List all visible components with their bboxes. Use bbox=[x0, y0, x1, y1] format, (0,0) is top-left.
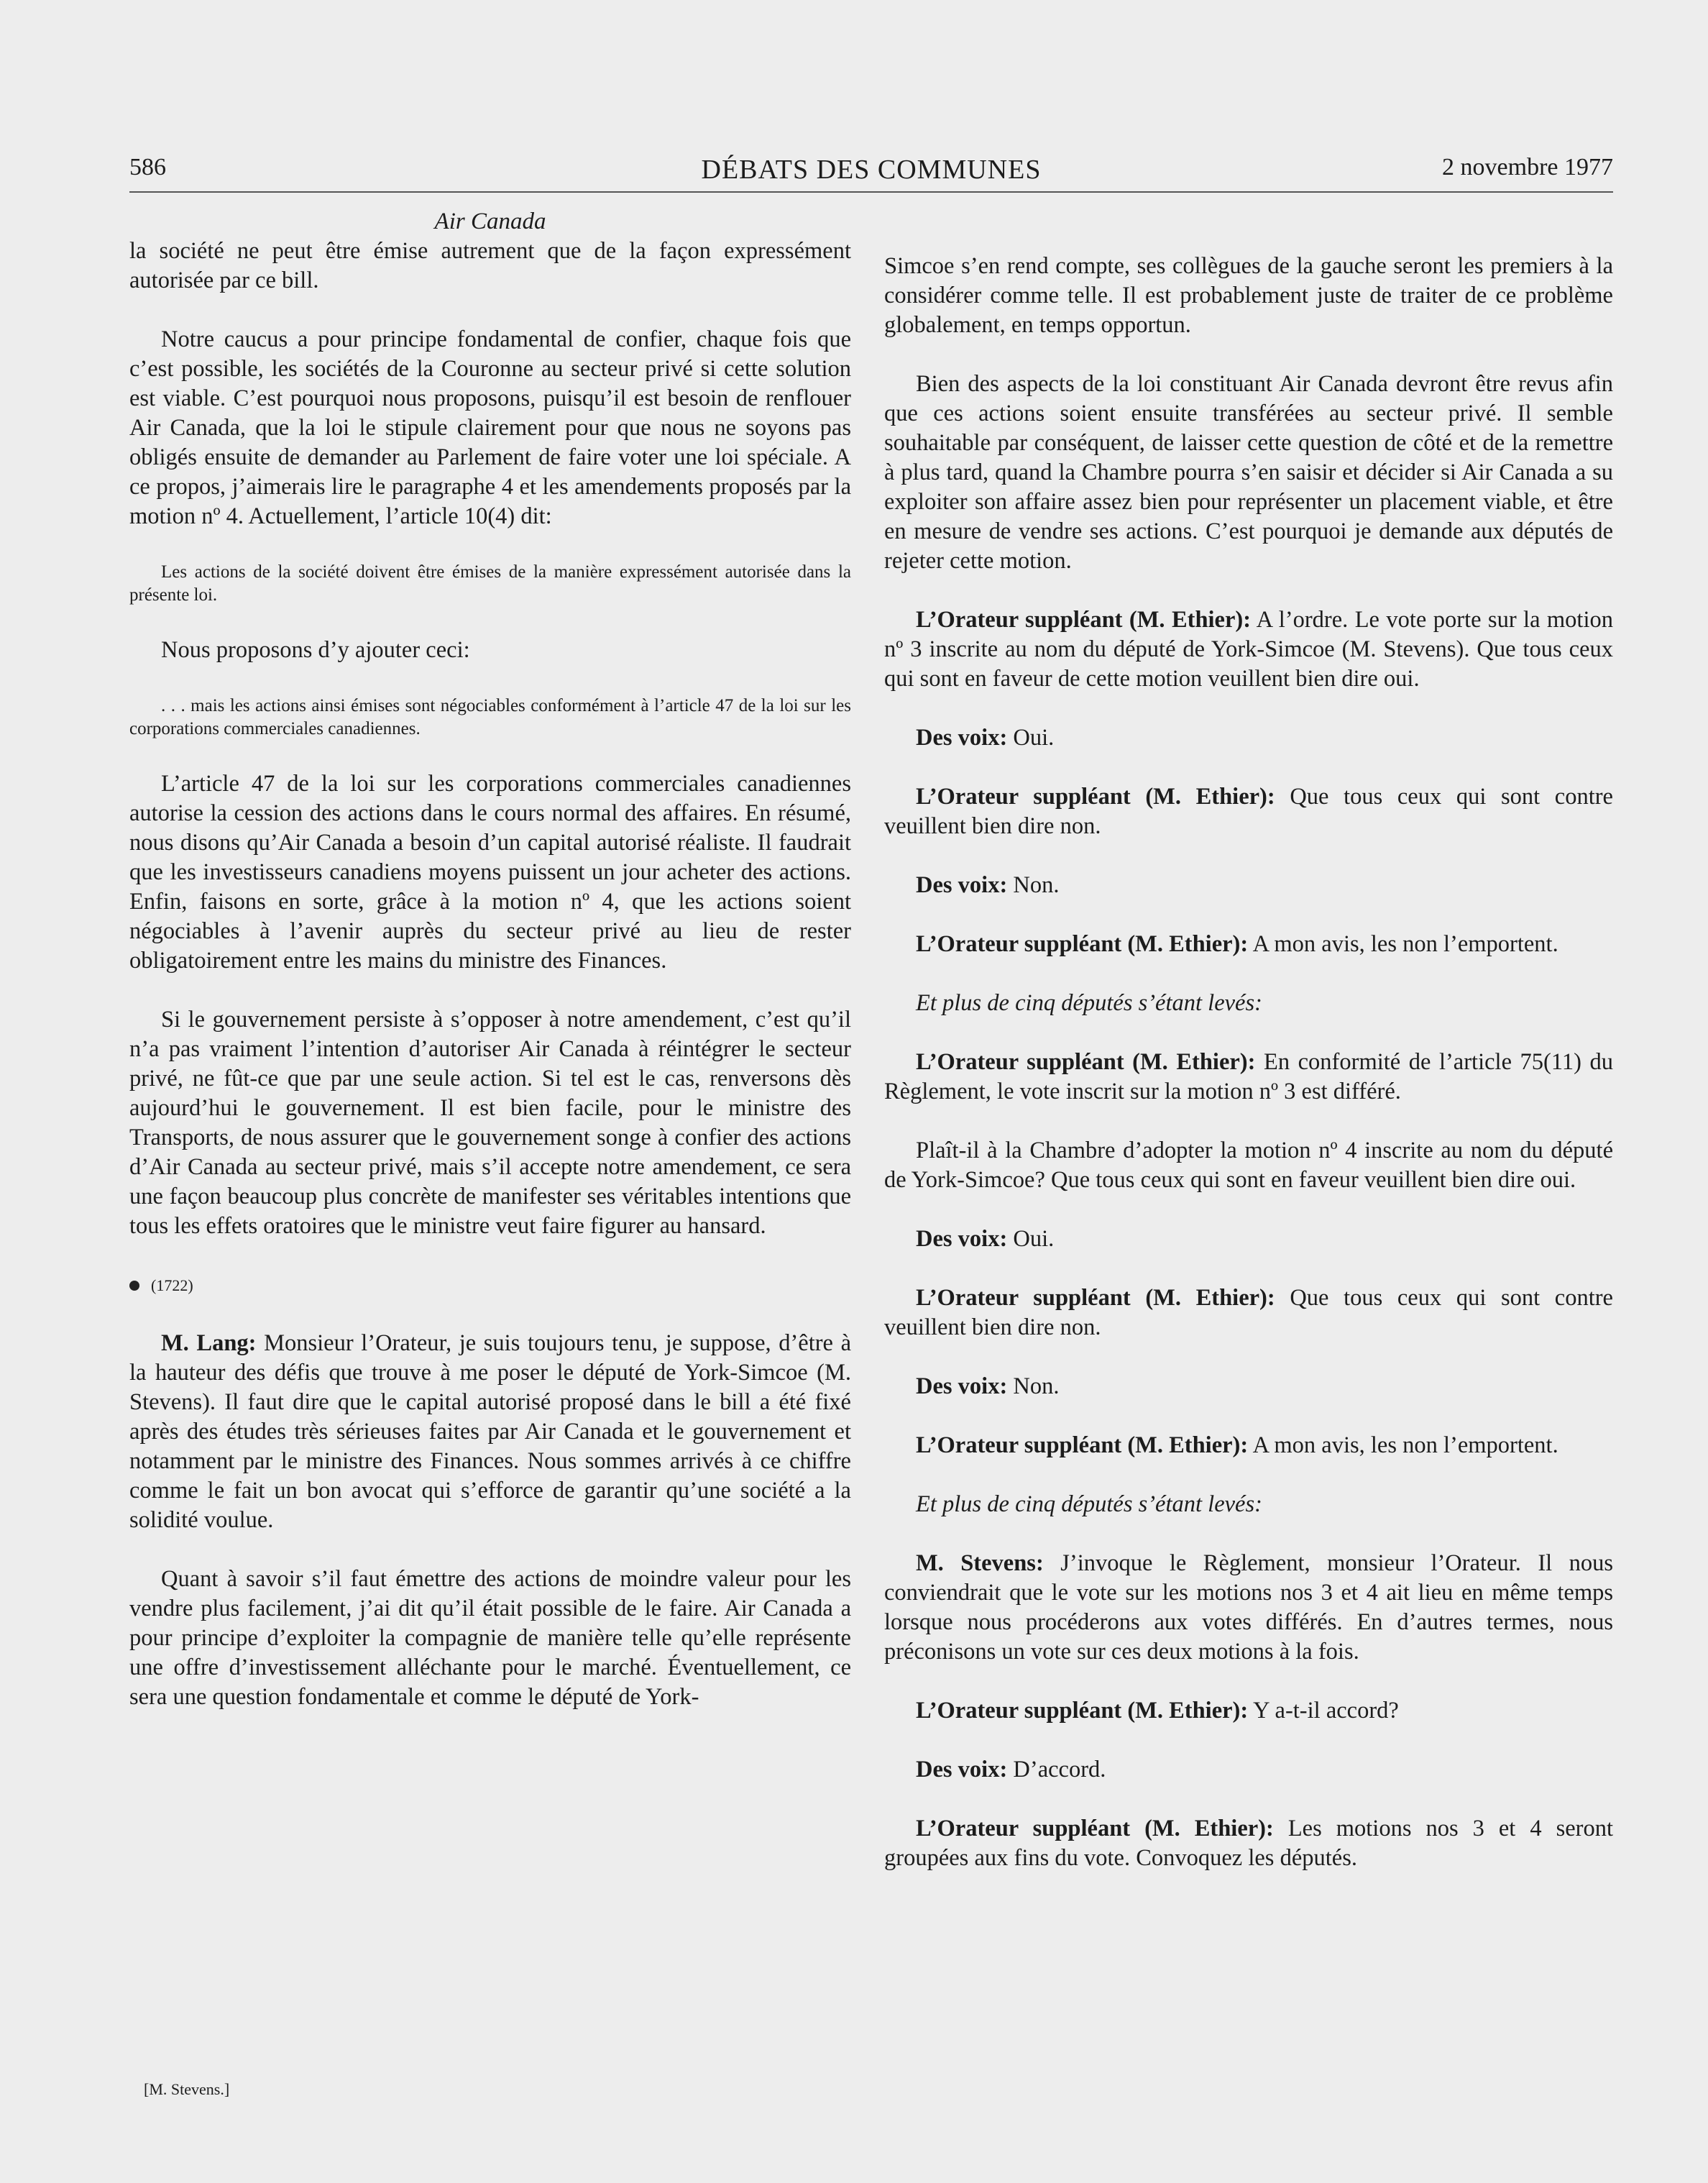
left-column bbox=[129, 201, 851, 1742]
speaker-name: Des voix: bbox=[916, 1757, 1008, 1782]
paragraph: Plaît-il à la Chambre d’adopter la motion nº 4 inscrite au nom du député de York-Simcoe? Que tous ceux qui sont en faveur veuillent bien dire oui. bbox=[884, 1138, 1613, 1193]
speech-text: Y a-t-il accord? bbox=[1253, 1698, 1399, 1724]
speech-paragraph bbox=[884, 1814, 1613, 1873]
stage-direction: Et plus de cinq députés s’étant levés: bbox=[916, 990, 1262, 1016]
speech-paragraph bbox=[884, 1372, 1613, 1401]
speaker-name: L’Orateur suppléant (M. Ethier): bbox=[916, 1285, 1275, 1311]
page-number: 586 bbox=[129, 154, 166, 180]
stage-direction: Et plus de cinq députés s’étant levés: bbox=[916, 1491, 1262, 1517]
speech-text: Que tous ceux qui sont contre veuillent bien dire non. bbox=[884, 1285, 1613, 1340]
speech-text: A mon avis, les non l’emportent. bbox=[1252, 1432, 1558, 1458]
speech-text: Non. bbox=[1013, 872, 1060, 898]
speech-text: Non. bbox=[1013, 1373, 1060, 1399]
speaker-name: L’Orateur suppléant (M. Ethier): bbox=[916, 1049, 1256, 1075]
subject-heading: Air Canada bbox=[434, 209, 546, 234]
speaker-name: L’Orateur suppléant (M. Ethier): bbox=[916, 1432, 1249, 1458]
speaker-name: L’Orateur suppléant (M. Ethier): bbox=[916, 931, 1249, 957]
speaker-name: Des voix: bbox=[916, 725, 1008, 751]
speaker-name: Des voix: bbox=[916, 1373, 1008, 1399]
time-marker bbox=[129, 1271, 851, 1300]
speech-paragraph bbox=[884, 871, 1613, 900]
block-quote: . . . mais les actions ainsi émises sont négociables conformément à l’article 47 de la loi sur les corporations commerciales canadiennes. bbox=[129, 696, 851, 738]
speech-paragraph bbox=[884, 1549, 1613, 1667]
speaker-name: M. Lang: bbox=[161, 1330, 257, 1356]
paragraph: Simcoe s’en rend compte, ses collègues de la gauche seront les premiers à la considérer comme telle. Il est probablement juste de traiter de ce problème globalement, en temps opportun. bbox=[884, 253, 1613, 338]
bullet-dot-icon bbox=[129, 1281, 139, 1291]
speaker-name: L’Orateur suppléant (M. Ethier): bbox=[916, 607, 1252, 633]
speech-text: Que tous ceux qui sont contre veuillent bien dire non. bbox=[884, 784, 1613, 839]
paragraph: Notre caucus a pour principe fondamental de confier, chaque fois que c’est possible, les sociétés de la Couronne au secteur privé si cette solution est viable. C’est pourquoi nous proposons, puisqu’il est besoin de renflouer Air Canada, que la loi le stipule clairement pour que nous ne soyons pas obligés ensuite de demander au Parlement de faire voter une loi spéciale. A ce propos, j’aimerais lire le paragraphe 4 et les amendements proposés par la motion nº 4. Actuellement, l’article 10(4) dit: bbox=[129, 326, 851, 529]
paragraph: la société ne peut être émise autrement que de la façon expressément autorisée par ce bill. bbox=[129, 238, 851, 293]
paragraph: L’article 47 de la loi sur les corporations commerciales canadiennes autorise la cession des actions dans le cours normal des affaires. En résumé, nous disons qu’Air Canada a besoin d’un capital autorisé réaliste. Il faudrait que les investisseurs canadiens moyens puissent un jour acheter des actions. Enfin, faisons en sorte, grâce à la motion nº 4, que les actions soient négociables à l’avenir auprès du secteur privé au lieu de rester obligatoirement entre les mains du ministre des Finances. bbox=[129, 771, 851, 974]
speech-paragraph bbox=[884, 1696, 1613, 1726]
speech-text: En conformité de l’article 75(11) du Règlement, le vote inscrit sur la motion nº 3 est différé. bbox=[884, 1049, 1613, 1104]
speech-paragraph bbox=[884, 1225, 1613, 1254]
speech-paragraph bbox=[884, 782, 1613, 841]
paragraph: Si le gouvernement persiste à s’opposer à notre amendement, c’est qu’il n’a pas vraiment l’intention d’autoriser Air Canada à réintégrer le secteur privé, ne fût-ce que par une seule action. Si tel est le cas, renversons dès aujourd’hui le gouvernement. Il est bien facile, pour le ministre des Transports, de nous assurer que le gouvernement songe à confier des actions d’Air Canada au secteur privé, mais s’il accepte notre amendement, ce sera une façon beaucoup plus concrète de manifester ses véritables intentions que tous les effets oratoires que le ministre veut faire figurer au hansard. bbox=[129, 1007, 851, 1239]
speech-paragraph bbox=[884, 605, 1613, 694]
speech-text: Oui. bbox=[1013, 725, 1055, 751]
speaker-name: L’Orateur suppléant (M. Ethier): bbox=[916, 1698, 1249, 1724]
block-quote: Les actions de la société doivent être émises de la manière expressément autorisée dans la présente loi. bbox=[129, 562, 851, 605]
speech-text: D’accord. bbox=[1013, 1757, 1106, 1782]
publication-date: 2 novembre 1977 bbox=[1442, 154, 1613, 180]
speech-paragraph bbox=[129, 1329, 851, 1535]
page-header bbox=[129, 151, 1613, 193]
speaker-name: M. Stevens: bbox=[916, 1550, 1044, 1576]
speech-paragraph bbox=[884, 723, 1613, 753]
paragraph: Bien des aspects de la loi constituant Air Canada devront être revus afin que ces actions soient ensuite transférées au secteur privé. Il semble souhaitable par conséquent, de laisser cette question de côté et de la remettre à plus tard, quand la Chambre pourra s’en saisir et décider si Air Canada a su exploiter son affaire assez bien pour représenter un placement viable, et être en mesure de vendre ses actions. C’est pourquoi je demande aux députés de rejeter cette motion. bbox=[884, 371, 1613, 574]
paragraph: Quant à savoir s’il faut émettre des actions de moindre valeur pour les vendre plus facilement, j’ai dit qu’il était possible de le faire. Air Canada a pour principe d’exploiter la compagnie de manière telle qu’elle représente une offre d’investissement alléchante pour le marché. Éventuellement, ce sera une question fondamentale et comme le député de York- bbox=[129, 1566, 851, 1710]
speaker-name: Des voix: bbox=[916, 872, 1008, 898]
speech-paragraph bbox=[884, 1755, 1613, 1785]
speech-text: Monsieur l’Orateur, je suis toujours tenu, je suppose, d’être à la hauteur des défis que trouve à me poser le député de York-Simcoe (M. Stevens). Il faut dire que le capital autorisé proposé dans le bill a été fixé après des études très sérieuses faites par Air Canada et le gouvernement et notamment par le ministre des Finances. Nous sommes arrivés à ce chiffre comme le fait un bon avocat qui s’efforce de garantir qu’une société a la solidité voulue. bbox=[129, 1330, 852, 1533]
speech-text: A l’ordre. Le vote porte sur la motion nº 3 inscrite au nom du député de York-Simcoe (M. Stevens). Que tous ceux qui sont en faveur de cette motion veuillent bien dire oui. bbox=[884, 607, 1613, 692]
speech-text: Les motions nos 3 et 4 seront groupées aux fins du vote. Convoquez les députés. bbox=[884, 1816, 1613, 1871]
speech-paragraph bbox=[884, 1283, 1613, 1342]
publication-title: DÉBATS DES COMMUNES bbox=[701, 155, 1042, 185]
speech-paragraph bbox=[884, 1048, 1613, 1107]
speech-text: J’invoque le Règlement, monsieur l’Orateur. Il nous conviendrait que le vote sur les motions nos 3 et 4 ait lieu en même temps lorsque nous procéderons aux votes différés. En d’autres termes, nous préconisons un vote sur ces deux motions à la fois. bbox=[884, 1550, 1614, 1665]
speech-paragraph bbox=[884, 1431, 1613, 1460]
speaker-name: Des voix: bbox=[916, 1226, 1008, 1252]
paragraph: Nous proposons d’y ajouter ceci: bbox=[161, 637, 470, 663]
right-column bbox=[884, 252, 1613, 1903]
footnote: [M. Stevens.] bbox=[144, 2080, 230, 2098]
speaker-name: L’Orateur suppléant (M. Ethier): bbox=[916, 784, 1275, 810]
speech-text: A mon avis, les non l’emportent. bbox=[1252, 931, 1558, 957]
speech-paragraph bbox=[884, 930, 1613, 959]
time-marker-label: (1722) bbox=[151, 1276, 193, 1294]
speaker-name: L’Orateur suppléant (M. Ethier): bbox=[916, 1816, 1274, 1841]
speech-text: Oui. bbox=[1013, 1226, 1055, 1252]
